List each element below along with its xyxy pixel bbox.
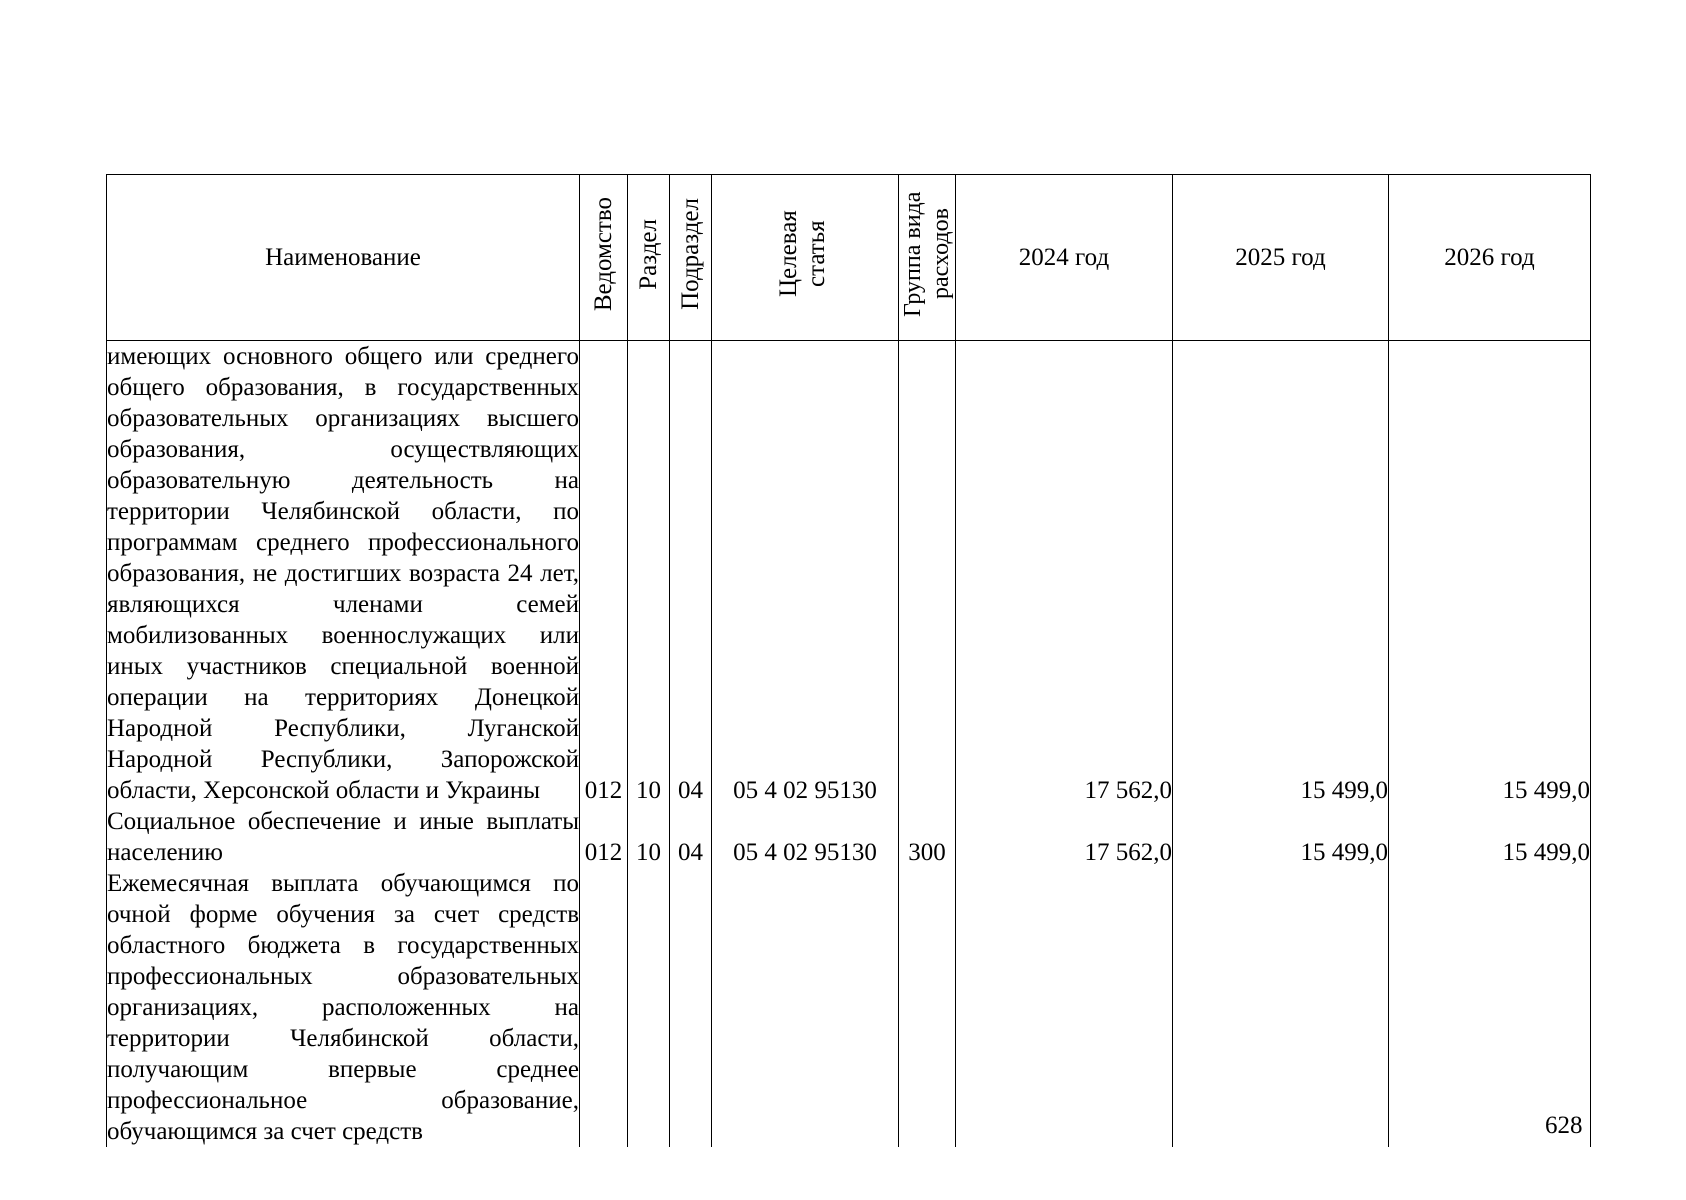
row-target-article: [712, 868, 899, 1147]
row-year-2024: 17 562,0: [956, 806, 1173, 868]
row-department: 012: [580, 341, 628, 807]
table-row: [107, 341, 1591, 807]
row-subsection: [670, 868, 712, 1147]
header-expense-group: Группа вида расходов: [899, 175, 956, 341]
row-expense-group: [899, 868, 956, 1147]
table-header-row: [107, 175, 1591, 341]
row-section: 10: [628, 806, 670, 868]
row-section: [628, 868, 670, 1147]
row-year-2024: 17 562,0: [956, 341, 1173, 807]
header-target-article: Целевая статья: [712, 175, 899, 341]
row-name: Ежемесячная выплата обучающимся по очной форме обучения за счет средств областного бюджета в государственных профессиональных образовательных организациях, расположенных на территории Челябинской области, получающим впервые среднее профессиональное образование, обучающимся за счет средств: [107, 870, 579, 1145]
row-subsection: 04: [670, 341, 712, 807]
row-year-2026: 15 499,0: [1389, 341, 1591, 807]
row-subsection: 04: [670, 806, 712, 868]
table-row: [107, 868, 1591, 1147]
page-number: 628: [1545, 1112, 1583, 1139]
header-year-2024: 2024 год: [956, 175, 1173, 341]
header-year-2026: 2026 год: [1389, 175, 1591, 341]
header-section: Раздел: [628, 175, 670, 341]
budget-table: [106, 174, 1591, 1147]
row-year-2025: 15 499,0: [1173, 341, 1389, 807]
row-year-2025: [1173, 868, 1389, 1147]
row-year-2026: 15 499,0: [1389, 806, 1591, 868]
header-subsection: Подраздел: [670, 175, 712, 341]
row-expense-group: 300: [899, 806, 956, 868]
row-target-article: 05 4 02 95130: [712, 341, 899, 807]
row-section: 10: [628, 341, 670, 807]
row-expense-group: [899, 341, 956, 807]
row-name: имеющих основного общего или среднего общего образования, в государственных образовательных организациях высшего образования, осуществляющих образовательную деятельность на территории Челябинской области, по программам среднего профессионального образования, не достигших возраста 24 лет, являющихся членами семей мобилизованных военнослужащих или иных участников специальной военной операции на территориях Донецкой Народной Республики, Луганской Народной Республики, Запорожской области, Херсонской области и Украины: [107, 341, 580, 807]
row-department: 012: [580, 806, 628, 868]
row-department: [580, 868, 628, 1147]
row-year-2025: 15 499,0: [1173, 806, 1389, 868]
header-name: Наименование: [107, 175, 580, 341]
header-year-2025: 2025 год: [1173, 175, 1389, 341]
table-row: [107, 806, 1591, 868]
row-target-article: 05 4 02 95130: [712, 806, 899, 868]
row-year-2024: [956, 868, 1173, 1147]
row-year-2026: [1389, 868, 1591, 1147]
header-department: Ведомство: [580, 175, 628, 341]
row-name: Социальное обеспечение и иные выплаты населению: [107, 808, 579, 866]
